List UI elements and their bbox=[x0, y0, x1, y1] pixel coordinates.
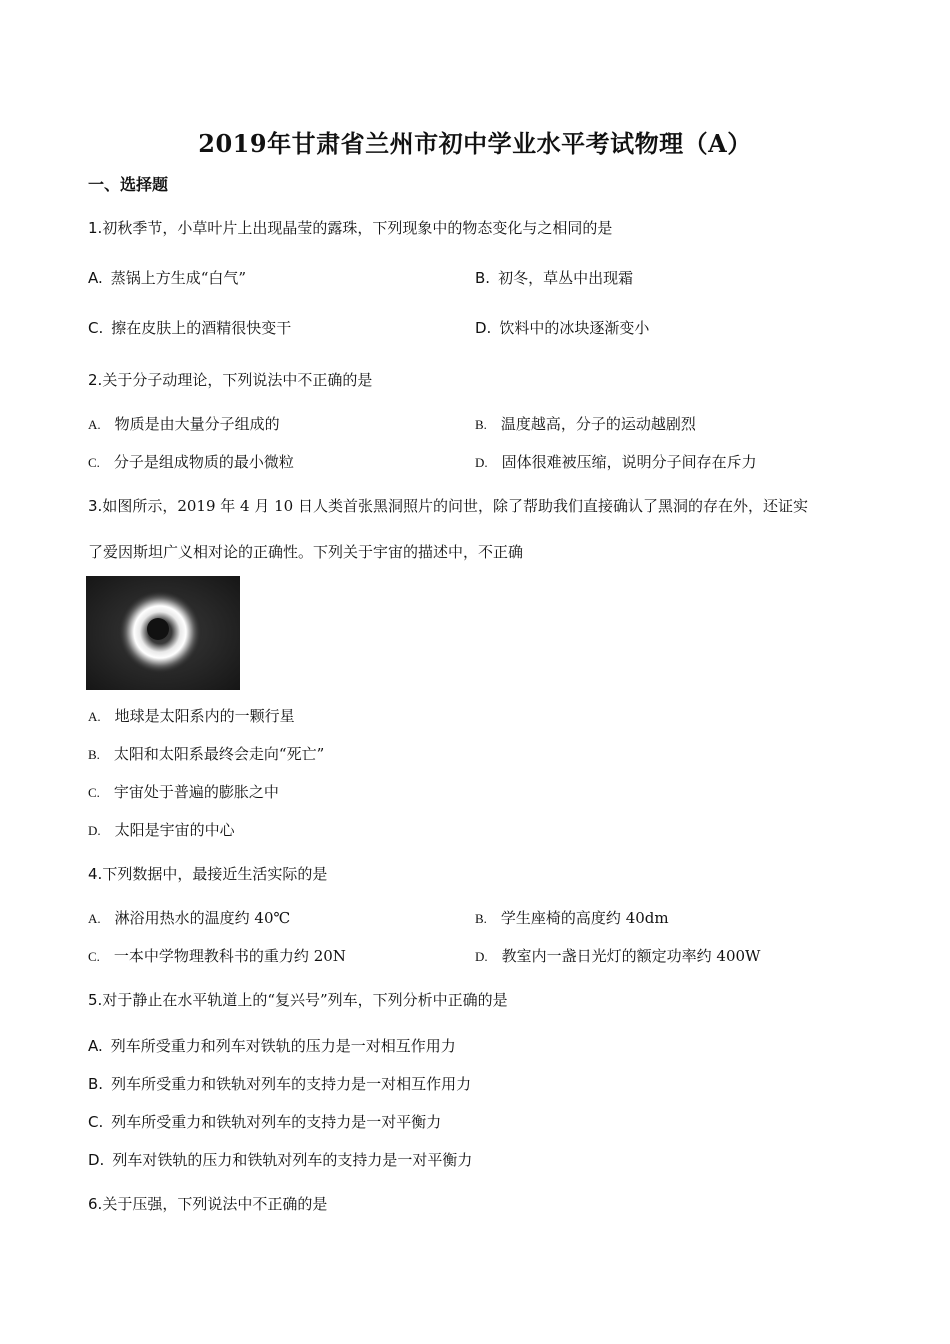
q2-option-a[interactable] bbox=[88, 414, 280, 435]
question-5-stem bbox=[88, 990, 508, 1010]
q3-option-b[interactable] bbox=[88, 744, 324, 765]
option-text: 物质是由大量分子组成的 bbox=[114, 415, 280, 433]
question-text: 下列数据中，最接近生活实际的是 bbox=[102, 865, 328, 883]
option-label: D. bbox=[475, 319, 492, 337]
option-text: 教室内一盏日光灯的额定功率约 400W bbox=[501, 947, 761, 965]
option-text: 温度越高，分子的运动越剧烈 bbox=[500, 415, 696, 433]
q1-option-d[interactable] bbox=[475, 318, 649, 338]
q5-option-b[interactable] bbox=[88, 1074, 471, 1094]
option-text: 淋浴用热水的温度约 40℃ bbox=[114, 909, 291, 927]
option-label: D. bbox=[475, 949, 488, 964]
option-label: A. bbox=[88, 709, 101, 724]
question-3-stem-line1 bbox=[88, 496, 808, 516]
question-text: 如图所示，2019 年 4 月 10 日人类首张黑洞照片的问世，除了帮助我们直接确认了黑洞的存在外，还证实 bbox=[102, 497, 808, 515]
question-number: 6. bbox=[88, 1195, 103, 1213]
question-text: 初秋季节，小草叶片上出现晶莹的露珠，下列现象中的物态变化与之相同的是 bbox=[102, 219, 613, 237]
section-heading: 一、选择题 bbox=[88, 175, 169, 194]
option-text: 一本中学物理教科书的重力约 20N bbox=[113, 947, 346, 965]
black-hole-photo bbox=[86, 576, 240, 690]
option-label: D. bbox=[88, 823, 101, 838]
option-label: A. bbox=[88, 1037, 103, 1055]
option-text: 列车所受重力和铁轨对列车的支持力是一对平衡力 bbox=[111, 1113, 442, 1131]
question-text: 关于分子动理论，下列说法中不正确的是 bbox=[102, 371, 373, 389]
question-text: 关于压强，下列说法中不正确的是 bbox=[102, 1195, 328, 1213]
option-text: 饮料中的冰块逐渐变小 bbox=[499, 319, 650, 337]
option-text: 初冬，草丛中出现霜 bbox=[498, 269, 634, 287]
option-text: 宇宙处于普遍的膨胀之中 bbox=[113, 783, 279, 801]
q5-option-c[interactable] bbox=[88, 1112, 441, 1132]
q5-option-a[interactable] bbox=[88, 1036, 456, 1056]
option-text: 太阳是宇宙的中心 bbox=[114, 821, 235, 839]
option-text: 学生座椅的高度约 40dm bbox=[500, 909, 669, 927]
q3-option-a[interactable] bbox=[88, 706, 295, 727]
option-text: 分子是组成物质的最小微粒 bbox=[113, 453, 294, 471]
option-label: C. bbox=[88, 1113, 104, 1131]
option-label: A. bbox=[88, 911, 101, 926]
q3-option-c[interactable] bbox=[88, 782, 279, 803]
q4-option-c[interactable] bbox=[88, 946, 346, 967]
option-label: A. bbox=[88, 269, 103, 287]
option-label: B. bbox=[88, 1075, 104, 1093]
option-text: 太阳和太阳系最终会走向“死亡” bbox=[113, 745, 325, 763]
question-3-stem-line2: 了爱因斯坦广义相对论的正确性。下列关于宇宙的描述中，不正确 bbox=[88, 543, 524, 561]
option-text: 蒸锅上方生成“白气” bbox=[110, 269, 247, 287]
page-title: 2019年甘肃省兰州市初中学业水平考试物理（A） bbox=[198, 129, 752, 158]
option-label: D. bbox=[475, 455, 488, 470]
question-number: 3. bbox=[88, 497, 103, 515]
option-label: C. bbox=[88, 785, 100, 800]
question-4-stem bbox=[88, 864, 327, 884]
q2-option-c[interactable] bbox=[88, 452, 294, 473]
option-label: C. bbox=[88, 455, 100, 470]
option-label: C. bbox=[88, 319, 104, 337]
question-2-stem bbox=[88, 370, 372, 390]
option-text: 固体很难被压缩，说明分子间存在斥力 bbox=[501, 453, 757, 471]
option-text: 擦在皮肤上的酒精很快变干 bbox=[111, 319, 292, 337]
q2-option-b[interactable] bbox=[475, 414, 696, 435]
option-text: 地球是太阳系内的一颗行星 bbox=[114, 707, 295, 725]
question-number: 1. bbox=[88, 219, 103, 237]
option-text: 列车所受重力和铁轨对列车的支持力是一对相互作用力 bbox=[111, 1075, 472, 1093]
option-text: 列车对铁轨的压力和铁轨对列车的支持力是一对平衡力 bbox=[112, 1151, 473, 1169]
option-text: 列车所受重力和列车对铁轨的压力是一对相互作用力 bbox=[110, 1037, 456, 1055]
question-text: 对于静止在水平轨道上的“复兴号”列车，下列分析中正确的是 bbox=[102, 991, 508, 1009]
q5-option-d[interactable] bbox=[88, 1150, 472, 1170]
question-6-stem bbox=[88, 1194, 327, 1214]
q4-option-d[interactable] bbox=[475, 946, 760, 967]
q1-option-a[interactable] bbox=[88, 268, 246, 288]
black-hole-image bbox=[86, 576, 240, 690]
question-number: 5. bbox=[88, 991, 103, 1009]
option-label: B. bbox=[475, 417, 487, 432]
q1-option-b[interactable] bbox=[475, 268, 633, 288]
question-number: 2. bbox=[88, 371, 103, 389]
question-1-stem bbox=[88, 218, 612, 238]
q3-option-d[interactable] bbox=[88, 820, 235, 841]
option-label: B. bbox=[475, 269, 491, 287]
q4-option-a[interactable] bbox=[88, 908, 290, 929]
option-label: C. bbox=[88, 949, 100, 964]
question-number: 4. bbox=[88, 865, 103, 883]
option-label: A. bbox=[88, 417, 101, 432]
option-label: B. bbox=[88, 747, 100, 762]
q2-option-d[interactable] bbox=[475, 452, 757, 473]
q4-option-b[interactable] bbox=[475, 908, 669, 929]
option-label: D. bbox=[88, 1151, 105, 1169]
option-label: B. bbox=[475, 911, 487, 926]
q1-option-c[interactable] bbox=[88, 318, 291, 338]
